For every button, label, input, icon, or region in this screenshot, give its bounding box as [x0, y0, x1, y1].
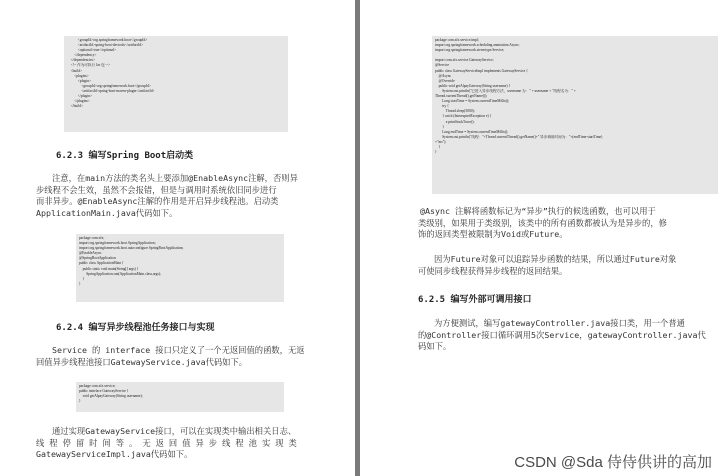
- code-block-application-main: package com.zfx; import org.springframework.boot.SpringApplication; import org.springframework.boot.autoconfigure.SpringBootApplication; @EnableAsync @SpringBootApplication public class ApplicationMain { public static void main(String[] args) { SpringApplication.run(ApplicationMain.class,args); } }: [76, 234, 284, 302]
- text-line: 通过实现GatewayService接口，可以在实现类中输出相关日志、: [52, 426, 297, 436]
- paragraph-enable-async: [36, 173, 298, 219]
- code-block-pom: <groupId>org.springframework.boot</groupId> <artifactId>spring-boot-devtools</artifactId> <optional>true</optional> </dependency> </dependencies> <!-- 作为可执行 Jar 包 --> <build> <plugins> <plugin> <groupId>org.springframework.boot</groupId> <artifactId>spring-boot-maven-plugin</artifactId> </plugin> </plugins> </build>: [64, 36, 288, 132]
- heading-6-2-3: 6.2.3 编写Spring Boot启动类: [56, 151, 194, 161]
- text-line: ApplicationMain.java代码如下。: [36, 207, 178, 218]
- text-line: @Async 注解将函数标记为“异步”执行的候选函数，也可以用于: [420, 206, 656, 216]
- paragraph-async-annotation: [418, 206, 667, 241]
- text-line: 可使同步线程获得异步线程的返回结果。: [418, 265, 568, 276]
- left-page: [0, 0, 355, 476]
- right-page: [360, 0, 720, 476]
- code-block-gateway-service-impl: package com.zfx.service.impl; import org.springframework.scheduling.annotation.Async; import org.springframework.stereotype.Service; import com.zfx.service.GatewayService; @Service public class GatewayServiceImpl implements GatewayService { @Async @Override public void getAlpayGateway(String username) { System.out.println("已进入异步线程方法，username 为：" + username + "线程名为：" + Thread.currentThread().getName()); Long startTime = System.currentTimeMillis(); try { Thread.sleep(5000); } catch (InterruptedException e) { e.printStackTrace(); } Long endTime = System.currentTimeMillis(); System.out.println("线程："+Thread.currentThread().getName()+" 异步调用时间为："+(endTime-startTime) +"ms"); } }: [432, 36, 718, 194]
- code-block-gateway-service: package com.zfx.service; public interface GatewayService { void getAlpayGateway(String username); }: [76, 382, 284, 412]
- paragraph-service-interface: [36, 345, 305, 368]
- text-line: 而非异步。@EnableAsync注解的作用是开启异步线程池。启动类: [36, 196, 279, 207]
- text-line: Service 的 interface 接口只定义了一个无返回值的函数，无返: [52, 345, 305, 355]
- text-line: 线 程 停 留 时 间 等 。 无 返 回 值 异 步 线 程 池 实 现 类: [36, 437, 297, 448]
- paragraph-service-impl: [36, 426, 297, 461]
- text-line: 饰的返回类型被限制为Void或Future。: [418, 229, 568, 240]
- text-line: 因为Future对象可以追踪异步函数的结果，所以通过Future对象: [434, 254, 677, 264]
- csdn-watermark: CSDN @Sda 侍侍供讲的高加: [514, 454, 712, 471]
- text-line: 码如下。: [418, 341, 452, 352]
- text-line: 的@Controller接口循环调用5次Service，gatewayController.java代: [418, 329, 706, 340]
- text-line: 类级别，如果用于类级别，该类中的所有函数都被认为是异步的，修: [418, 217, 667, 228]
- paragraph-controller: [418, 318, 706, 353]
- paragraph-future: [418, 254, 676, 277]
- heading-6-2-5: 6.2.5 编写外部可调用接口: [418, 295, 532, 305]
- text-line: GatewayServiceImpl.java代码如下。: [36, 449, 193, 460]
- text-line: 为方便测试，编写gatewayController.java接口类，用一个普通: [434, 318, 685, 328]
- text-line: 回值异步线程池接口GatewayService.java代码如下。: [36, 356, 248, 367]
- text-line: 步线程不会生效，虽然不会报错，但是与调用时系统依旧同步进行: [36, 184, 277, 195]
- heading-6-2-4: 6.2.4 编写异步线程池任务接口与实现: [56, 323, 215, 333]
- text-line: 注意，在main方法的类名头上要添加@EnableAsync注解，否则异: [52, 173, 298, 183]
